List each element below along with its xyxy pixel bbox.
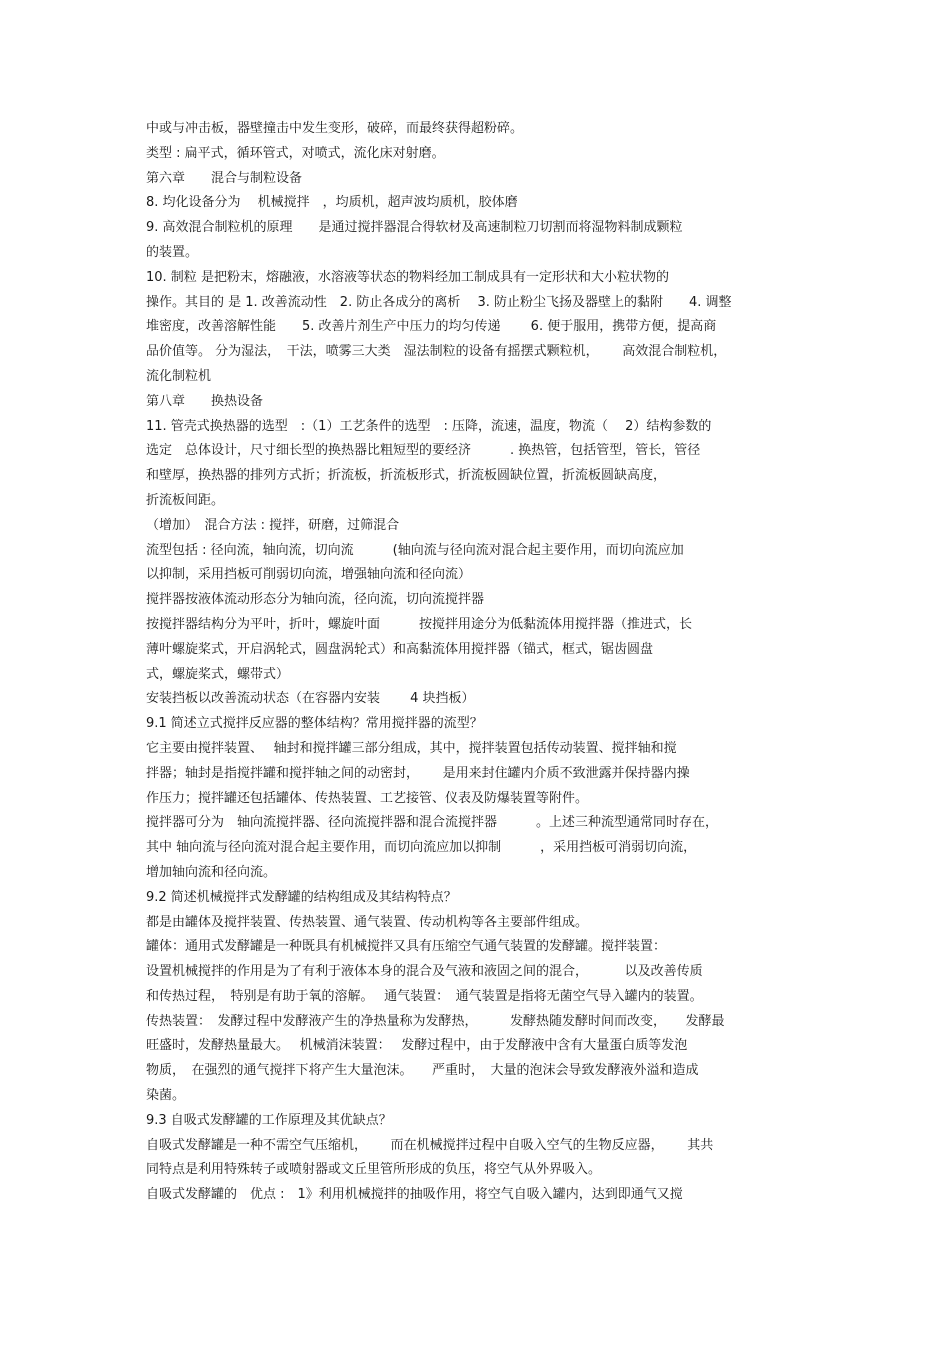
text-line: 旺盛时，发酵热量最大。 机械消沫装置： 发酵过程中，由于发酵液中含有大量蛋白质等发泡 xyxy=(146,1038,688,1054)
text-line: 第八章 换热设备 xyxy=(146,393,264,409)
text-line: 和壁厚，换热器的排列方式折；折流板，折流板形式，折流板圆缺位置，折流板圆缺高度， xyxy=(146,468,667,484)
text-line: 9.2 简述机械搅拌式发酵罐的结构组成及其结构特点？ xyxy=(146,889,457,905)
text-line: 设置机械搅拌的作用是为了有利于液体本身的混合及气液和液固之间的混合， 以及改善传质 xyxy=(146,964,703,980)
text-line: 品价值等。 分为湿法， 干法，喷雾三大类 湿法制粒的设备有摇摆式颗粒机， 高效混合制粒机， xyxy=(146,344,727,360)
text-line: 自吸式发酵罐的 优点 : 1》利用机械搅拌的抽吸作用，将空气自吸入罐内，达到即通气又搅 xyxy=(146,1187,683,1203)
text-line: 作压力；搅拌罐还包括罐体、传热装置、工艺接管、仪表及防爆装置等附件。 xyxy=(146,790,589,806)
text-line: 染菌。 xyxy=(146,1088,186,1104)
text-line: 自吸式发酵罐是一种不需空气压缩机， 而在机械搅拌过程中自吸入空气的生物反应器， 其共 xyxy=(146,1137,714,1153)
text-line: 传热装置： 发酵过程中发酵液产生的净热量称为发酵热， 发酵热随发酵时间而改变， 发酵最 xyxy=(146,1013,725,1029)
text-line: 以抑制，采用挡板可削弱切向流，增强轴向流和径向流） xyxy=(146,567,472,583)
text-line: 11. 管壳式换热器的选型 :（1）工艺条件的选型 : 压降，流速，温度，物流（ 2）结构参数的 xyxy=(146,418,712,434)
text-line: 搅拌器可分为 轴向流搅拌器、径向流搅拌器和混合流搅拌器 。上述三种流型通常同时存在， xyxy=(146,815,719,831)
text-line: 中或与冲击板，器壁撞击中发生变形，破碎，而最终获得超粉碎。 xyxy=(146,121,524,136)
text-line: 9.1 简述立式搅拌反应器的整体结构？常用搅拌器的流型？ xyxy=(146,716,483,732)
text-line: 薄叶螺旋桨式，开启涡轮式，圆盘涡轮式）和高黏流体用搅拌器（锚式，框式，锯齿圆盘 xyxy=(146,641,654,657)
text-line: 罐体：通用式发酵罐是一种既具有机械搅拌又具有压缩空气通气装置的发酵罐。搅拌装置： xyxy=(146,939,667,955)
text-line: 堆密度，改善溶解性能 5. 改善片剂生产中压力的均匀传递 6. 便于服用，携带方便，提高商 xyxy=(146,319,717,335)
text-line: 和传热过程， 特别是有助于氧的溶解。 通气装置： 通气装置是指将无菌空气导入罐内的装置。 xyxy=(146,988,703,1004)
document-text xyxy=(146,117,816,1208)
text-line: 都是由罐体及搅拌装置、传热装置、通气装置、传动机构等各主要部件组成。 xyxy=(146,914,589,930)
text-line: 第六章 混合与制粒设备 xyxy=(146,170,303,186)
text-line: 按搅拌器结构分为平叶，折叶，螺旋叶面 按搅拌用途分为低黏流体用搅拌器（推进式，长 xyxy=(146,616,693,632)
text-line: 10. 制粒 是把粉末，熔融液，水溶液等状态的物料经加工制成具有一定形状和大小粒状物的 xyxy=(146,269,669,285)
text-line: 9. 高效混合制粒机的原理 是通过搅拌器混合得软材及高速制粒刀切割而将湿物料制成颗粒 xyxy=(146,220,683,236)
text-line: （增加） 混合方法 : 搅拌，研磨，过筛混合 xyxy=(146,517,400,533)
text-line: 物质， 在强烈的通气搅拌下将产生大量泡沫。 严重时， 大量的泡沫会导致发酵液外溢和造成 xyxy=(146,1063,699,1079)
text-line: 搅拌器按液体流动形态分为轴向流，径向流，切向流搅拌器 xyxy=(146,592,485,608)
text-line: 它主要由搅拌装置、 轴封和搅拌罐三部分组成，其中，搅拌装置包括传动装置、搅拌轴和搅 xyxy=(146,740,677,756)
text-line: 选定 总体设计，尺寸细长型的换热器比粗短型的要经济 . 换热管，包括管型，管长，管径 xyxy=(146,443,701,459)
text-line: 流化制粒机 xyxy=(146,368,212,384)
text-line: 同特点是利用特殊转子或喷射器或文丘里管所形成的负压，将空气从外界吸入。 xyxy=(146,1162,602,1178)
text-line: 安装挡板以改善流动状态（在容器内安装 4 块挡板） xyxy=(146,691,475,707)
text-line: 增加轴向流和径向流。 xyxy=(146,864,277,880)
text-line: 的装置。 xyxy=(146,244,199,260)
text-line: 操作。其目的 是 1. 改善流动性 2. 防止各成分的离析 3. 防止粉尘飞扬及器壁上的黏附 4. 调整 xyxy=(146,294,732,310)
text-line: 式，螺旋桨式，螺带式） xyxy=(146,666,290,682)
text-line: 其中 轴向流与径向流对混合起主要作用，而切向流应加以抑制 ，采用挡板可消弱切向流， xyxy=(146,840,697,856)
text-line: 拌器；轴封是指搅拌罐和搅拌轴之间的动密封， 是用来封住罐内介质不致泄露并保持器内操 xyxy=(146,765,690,781)
text-line: 类型 : 扁平式，循环管式，对喷式，流化床对射磨。 xyxy=(146,145,445,161)
text-line: 9.3 自吸式发酵罐的工作原理及其优缺点？ xyxy=(146,1112,392,1128)
text-line: 流型包括 : 径向流，轴向流，切向流 (轴向流与径向流对混合起主要作用，而切向流应加 xyxy=(146,542,684,558)
text-line: 8. 均化设备分为 机械搅拌 ，均质机，超声波均质机，胶体磨 xyxy=(146,195,518,211)
text-line: 折流板间距。 xyxy=(146,492,225,508)
